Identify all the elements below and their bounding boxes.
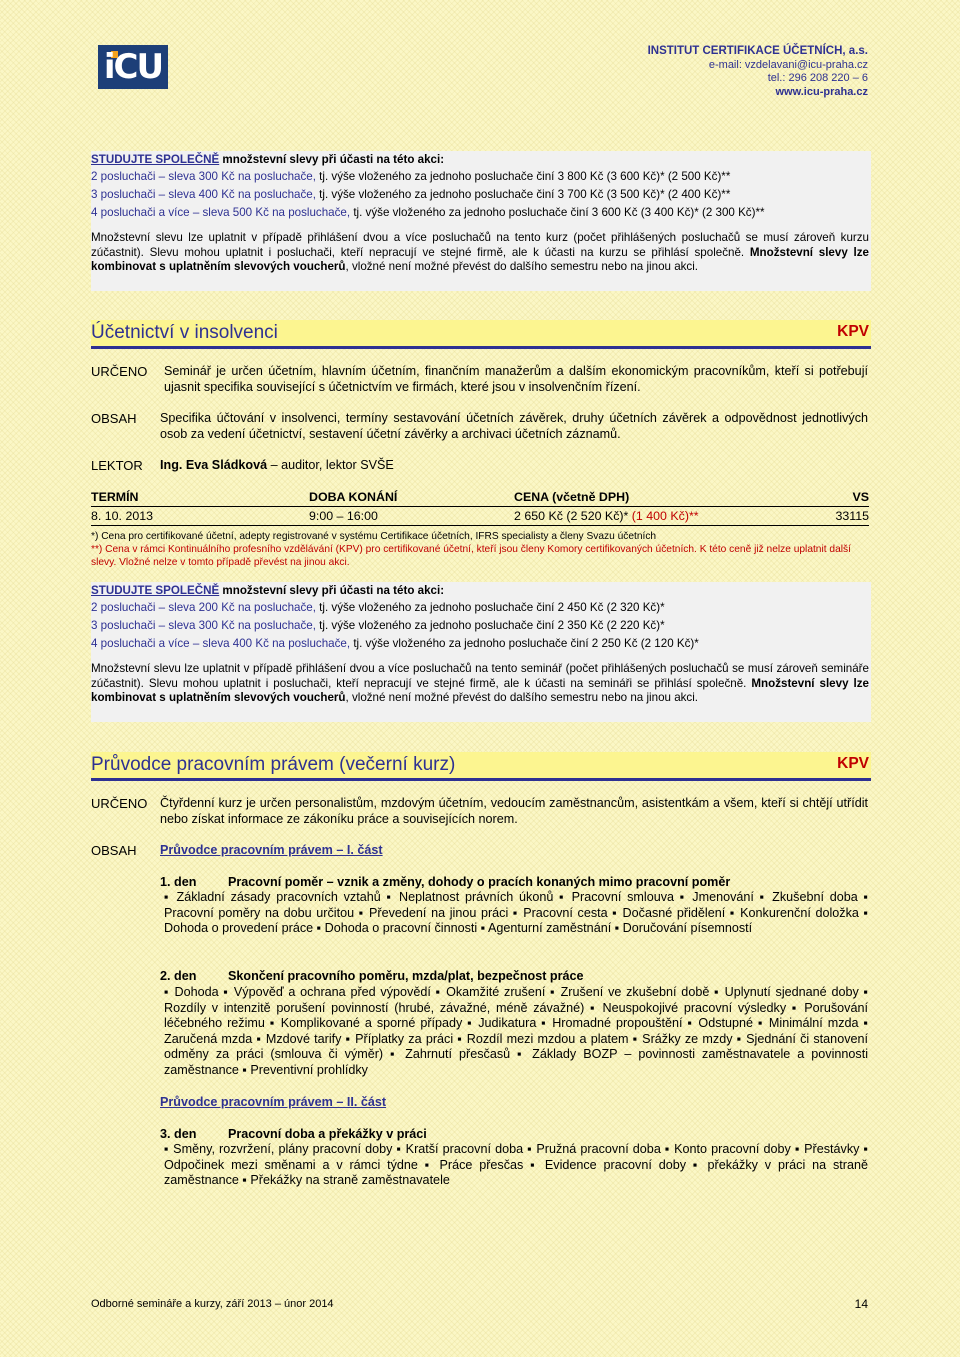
col-doba: DOBA KONÁNÍ — [309, 490, 398, 504]
cell-vs: 33115 — [835, 509, 869, 523]
discount-line — [91, 168, 730, 186]
study-together-link[interactable]: STUDUJTE SPOLEČNĚ — [91, 153, 220, 166]
discount-note-text: , vložné není možné převést do dalšího semestru nebo na jinou akci. — [345, 691, 699, 705]
part1-link[interactable]: Průvodce pracovním právem – I. část — [160, 843, 383, 857]
discount-line-label: 3 posluchači – sleva 400 Kč na posluchače, — [91, 188, 316, 201]
discount-line — [91, 617, 665, 635]
discount-note — [91, 231, 869, 275]
cell-termin: 8. 10. 2013 — [91, 509, 154, 523]
discount-line-value: tj. výše vloženého za jednoho posluchače činí 3 800 Kč (3 600 Kč)* (2 500 Kč)** — [315, 170, 731, 183]
day2-label: 2. den — [160, 969, 197, 983]
discount-line — [91, 635, 699, 653]
part2-link[interactable]: Průvodce pracovním právem – II. část — [160, 1095, 387, 1109]
discount-heading — [91, 582, 444, 600]
day2-heading — [160, 969, 584, 985]
day1-title: Pracovní poměr – vznik a změny, dohody o pracích konaných mimo pracovní poměr — [228, 875, 731, 889]
obsah-label: OBSAH — [91, 843, 137, 858]
discount-line-value: tj. výše vloženého za jednoho posluchače činí 2 450 Kč (2 320 Kč)* — [315, 601, 665, 614]
urceno-text: Čtyřdenní kurz je určen personalistům, mzdovým účetním, vedoucím zaměstnancům, asistentkám a všem, kteří si chtějí utřídit nebo získat informace ze zákoníku práce a souvisejících norem. — [160, 796, 868, 826]
day1-heading — [160, 875, 731, 891]
cell-cena-kpv: (1 400 Kč)** — [628, 509, 699, 523]
urceno-text: Seminář je určen účetním, hlavním účetním, finančním manažerům a dalším ekonomickým pracovníkům, kteří si potřebují ujasnit specifika související s účetnictvím ve firmách, které jsou v insolvenčním řízení. — [164, 364, 868, 394]
discount-note-text: Množstevní slevu lze uplatnit v případě přihlášení dvou a více posluchačů na tento kurz (počet přihlášených posluchačů se musí zároveň kurzu zúčastnit). — [91, 231, 869, 259]
discount-line-label: 3 posluchači – sleva 300 Kč na posluchače, — [91, 619, 316, 632]
day2-title: Skončení pracovního poměru, mzda/plat, bezpečnost práce — [228, 969, 584, 983]
logo-text: iCU — [103, 47, 163, 87]
lektor-text — [160, 458, 394, 474]
discount-heading-text: množstevní slevy při účasti na této akci: — [219, 584, 445, 597]
day1-label: 1. den — [160, 875, 197, 889]
price-note-1: *) Cena pro certifikované účetní, adepty registrované v systému Certifikace účetních, IFRS specialisty a členy Svazu účetních — [91, 531, 657, 542]
study-together-link[interactable]: STUDUJTE SPOLEČNĚ — [91, 584, 220, 597]
section-title: Účetnictví v insolvenci — [91, 322, 278, 343]
cell-doba: 9:00 – 16:00 — [309, 509, 378, 523]
discount-note-text: , vložné není možné převést do dalšího semestru nebo na jinou akci. — [345, 260, 699, 274]
col-cena: CENA (včetně DPH) — [514, 490, 630, 504]
discount-line-label: 2 posluchači – sleva 300 Kč na posluchače, — [91, 170, 316, 183]
cell-cena-value: 2 650 Kč (2 520 Kč)* — [514, 509, 629, 523]
day3-label: 3. den — [160, 1127, 197, 1141]
table-header — [91, 490, 869, 507]
discount-line-label: 2 posluchači – sleva 200 Kč na posluchače, — [91, 601, 316, 614]
day3-heading — [160, 1127, 427, 1143]
urceno-label: URČENO — [91, 364, 148, 379]
lektor-role: – auditor, lektor SVŠE — [267, 458, 394, 472]
lektor-label: LEKTOR — [91, 458, 143, 473]
discount-heading — [91, 151, 444, 169]
discount-note-text: Slevu mohou uplatnit i posluchači, kteří nepracují ve stejné firmě, ale k účasti na kurzu se přihlásí společně. — [143, 245, 745, 259]
kpv-badge: KPV — [837, 755, 869, 772]
section-title-bar — [91, 320, 871, 349]
discount-line-label: 4 posluchači a více – sleva 500 Kč na posluchače, — [91, 206, 351, 219]
company-name: INSTITUT CERTIFIKACE ÚČETNÍCH, a.s. — [647, 45, 868, 57]
obsah-label: OBSAH — [91, 411, 137, 426]
discount-box-1 — [91, 151, 871, 291]
discount-note-text: Množstevní slevu lze uplatnit v případě přihlášení dvou a více posluchačů na tento seminář (počet přihlášených posluchačů se musí zároveň semináře zúčastnit). Slevu mohou uplatnit i posluchači, kteří nepracují ve stejné firmě, ale k účasti na semináři se přihlásí společně. — [91, 662, 869, 690]
day1-text: ▪ Základní zásady pracovních vztahů ▪ Neplatnost právních úkonů ▪ Pracovní smlouva ▪ Jmenování ▪ Zkušební doba ▪ Pracovní poměry na dobu určitou ▪ Převedení na jinou práci ▪ Pracovní cesta ▪ Dočasné přidělení ▪ Konkurenční doložka ▪ Dohoda o provedení práce ▪ Dohoda o pracovní činnosti ▪ Agenturní zaměstnání ▪ Doručování písemností — [164, 890, 868, 936]
section-title-bar — [91, 752, 871, 781]
discount-line-value: tj. výše vloženého za jednoho posluchače činí 2 250 Kč (2 120 Kč)* — [350, 637, 699, 650]
company-email[interactable]: e-mail: vzdelavani@icu-praha.cz — [708, 58, 868, 71]
urceno-label: URČENO — [91, 796, 148, 811]
discount-line-value: tj. výše vloženého za jednoho posluchače činí 3 700 Kč (3 500 Kč)* (2 400 Kč)** — [315, 188, 731, 201]
discount-note — [91, 662, 869, 706]
page-number: 14 — [854, 1297, 868, 1311]
icu-logo — [98, 45, 168, 89]
discount-box-2 — [91, 582, 871, 722]
discount-note-bold: Množstevní slevy lze kombinovat s uplatněním slevových voucherů — [91, 676, 870, 705]
discount-line — [91, 599, 665, 617]
footer-text: Odborné semináře a kurzy, září 2013 – únor 2014 — [91, 1298, 334, 1310]
day3-text: ▪ Směny, rozvržení, plány pracovní doby ▪ Kratší pracovní doba ▪ Pružná pracovní doba ▪ Konto pracovní doby ▪ Přestávky ▪ Odpočinek mezi směnami a v rámci týdne ▪ Práce přesčas ▪ Evidence pracovní doby ▪ překážky v práci na straně zaměstnance ▪ Překážky na straně zaměstnavatele — [164, 1142, 868, 1188]
cell-cena — [514, 509, 699, 523]
day3-title: Pracovní doba a překážky v práci — [228, 1127, 427, 1141]
table-row — [91, 509, 869, 526]
lektor-name: Ing. Eva Sládková — [160, 458, 268, 472]
obsah-text: Specifika účtování v insolvenci, termíny sestavování účetních závěrek, druhy účetních závěrek a odpovědnost jednotlivých osob za vedení účetnictví, sestavení účetní závěrky a archivaci účetních záznamů. — [160, 411, 868, 441]
company-web[interactable]: www.icu-praha.cz — [775, 85, 868, 98]
discount-line-value: tj. výše vloženého za jednoho posluchače činí 3 600 Kč (3 400 Kč)* (2 300 Kč)** — [350, 206, 765, 219]
kpv-badge: KPV — [837, 323, 869, 340]
company-contact — [648, 45, 868, 99]
company-phone: tel.: 296 208 220 – 6 — [767, 72, 868, 84]
discount-line-value: tj. výše vloženého za jednoho posluchače činí 2 350 Kč (2 220 Kč)* — [315, 619, 665, 632]
discount-line — [91, 186, 730, 204]
col-vs: VS — [852, 490, 869, 504]
day2-text: ▪ Dohoda ▪ Výpověď a ochrana před výpovědí ▪ Okamžité zrušení ▪ Zrušení ve zkušební době ▪ Uplynutí sjednané doby ▪ Rozdíly v intenzitě porušení povinností (hrubé, závažné, méně závažné) ▪ Neuspokojivé pracovní výsledky ▪ Porušování léčebného režimu ▪ Komplikované a sporné případy ▪ Judikatura ▪ Hromadné propouštění ▪ Odstupné ▪ Minimální mzda ▪ Zaručená mzda ▪ Mzdové tarify ▪ Příplatky za práci ▪ Rozdíl mezi mzdou a platem ▪ Srážky ze mzdy ▪ Sjednání či stanovení odměny za práci (smlouva či výměr) ▪ Zahrnutí přesčasů ▪ Základy BOZP – povinnosti zaměstnavatele a povinnosti zaměstnance ▪ Preventivní prohlídky — [164, 985, 868, 1077]
discount-note-bold: Množstevní slevy lze kombinovat s uplatněním slevových voucherů — [91, 245, 869, 274]
section-title: Průvodce pracovním právem (večerní kurz) — [91, 754, 456, 775]
discount-line-label: 4 posluchači a více – sleva 400 Kč na posluchače, — [91, 637, 351, 650]
price-note-2: **) Cena v rámci Kontinuálního profesního vzdělávání (KPV) pro certifikované účetní, kteří jsou členy Komory certifikovaných účetních. K této ceně již nelze uplatnit další slevy. Vložné nelze v tomto případě převést na jinou akci. — [91, 544, 851, 568]
col-termin: TERMÍN — [91, 490, 139, 504]
discount-heading-text: množstevní slevy při účasti na této akci: — [219, 153, 445, 166]
discount-line — [91, 204, 765, 222]
